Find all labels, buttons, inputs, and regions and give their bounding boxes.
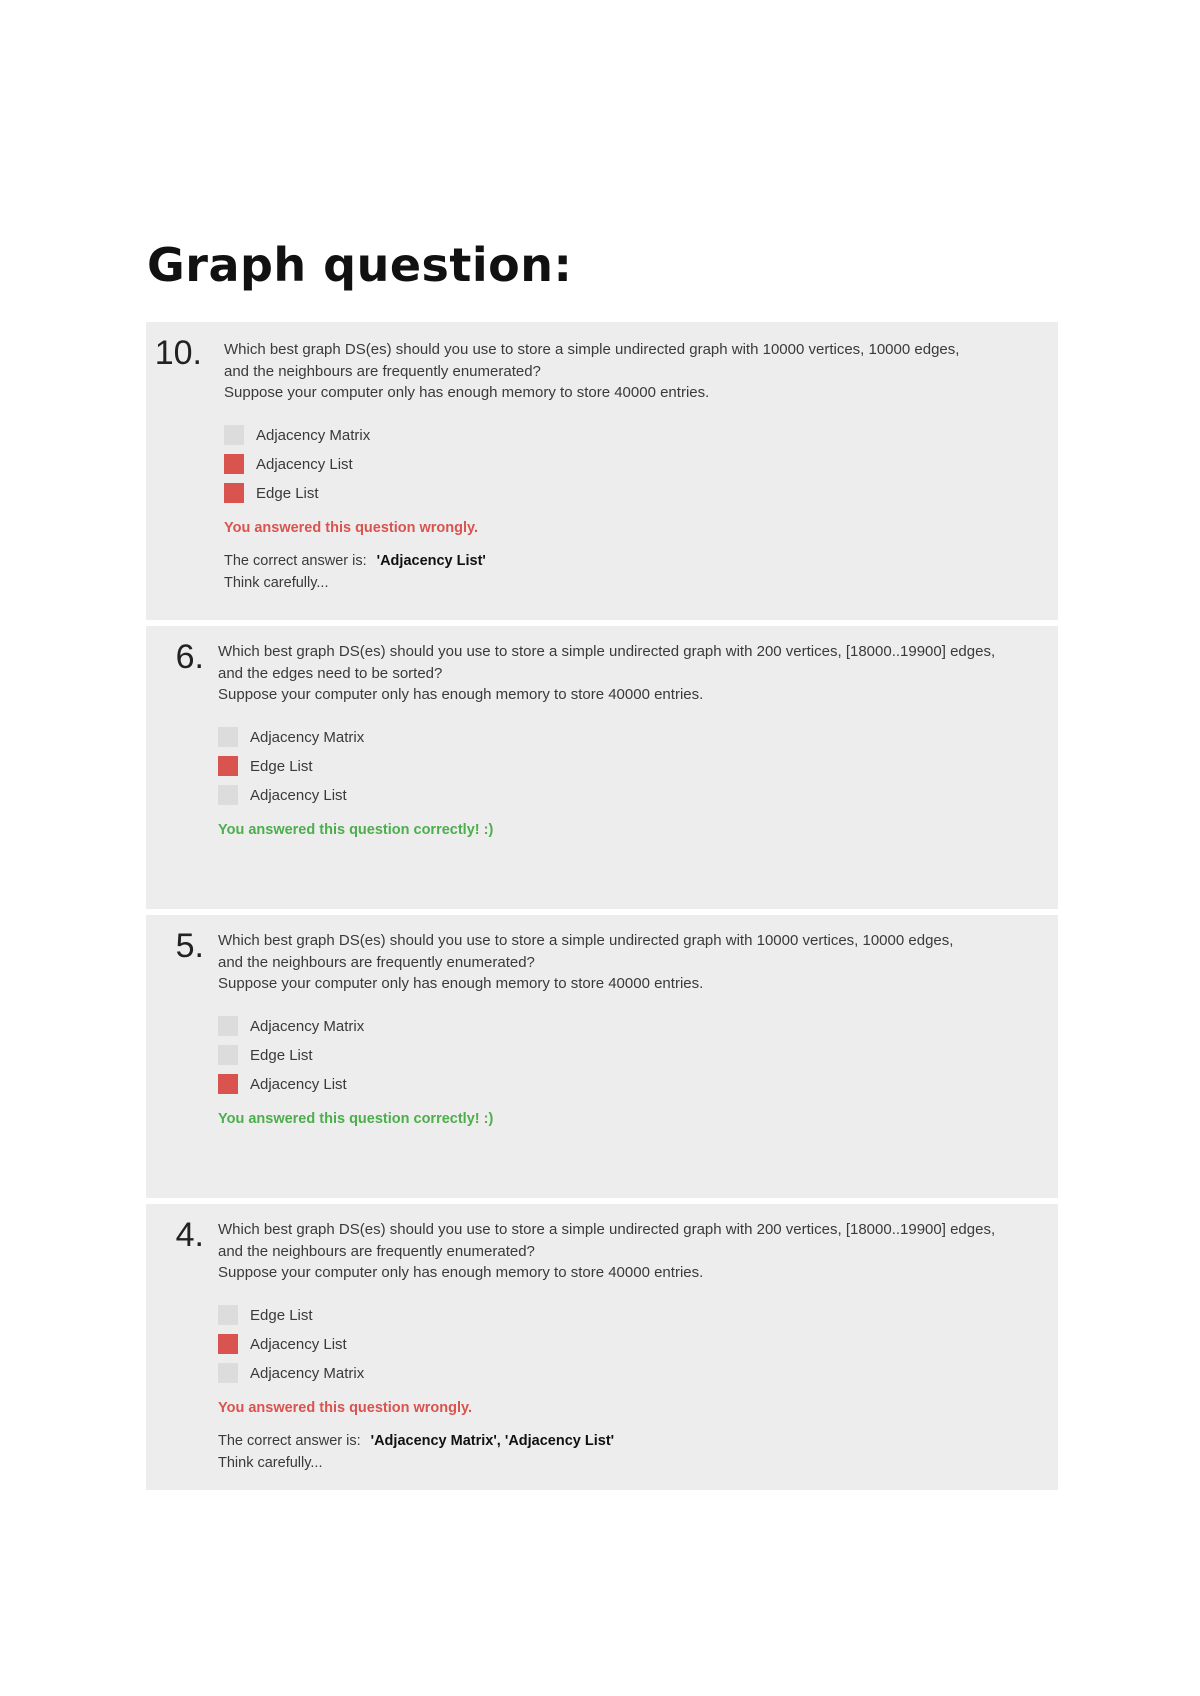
question-line: and the neighbours are frequently enumerated? [218,1242,535,1260]
question-text [218,1219,1028,1284]
option-label: Adjacency List [250,1075,347,1093]
question-list [146,322,1058,1496]
question-line: Which best graph DS(es) should you use to store a simple undirected graph with 10000 vertices, 10000 edges, [218,932,954,949]
checkbox[interactable] [224,483,244,503]
answer-option[interactable] [224,479,1028,508]
hint-text: Think carefully... [218,1454,323,1471]
correct-answer-value: 'Adjacency Matrix', 'Adjacency List' [370,1432,615,1449]
correct-answer-label: The correct answer is: [218,1432,361,1449]
answer-options [218,1012,1028,1099]
correct-answer [218,1430,1028,1452]
result-message: You answered this question wrongly. [218,1399,473,1416]
page-title: Graph question: [147,238,573,292]
question-number: 10. [154,334,202,372]
answer-options [224,421,1028,508]
answer-option[interactable] [224,450,1028,479]
question-number: 4. [175,1216,204,1254]
question-text [218,641,1028,706]
checkbox[interactable] [218,1074,238,1094]
option-label: Adjacency Matrix [250,1364,365,1382]
checkbox[interactable] [224,425,244,445]
answer-option[interactable] [218,1330,1028,1359]
checkbox[interactable] [224,454,244,474]
checkbox[interactable] [218,1045,238,1065]
checkbox[interactable] [218,727,238,747]
question-card [146,1204,1058,1490]
question-line: Suppose your computer only has enough memory to store 40000 entries. [218,1264,704,1281]
answer-option[interactable] [218,781,1028,810]
question-text [224,339,1028,404]
answer-options [218,723,1028,810]
checkbox[interactable] [218,1016,238,1036]
question-line: and the neighbours are frequently enumerated? [218,953,535,971]
question-line: Which best graph DS(es) should you use to store a simple undirected graph with 200 vertices, [18000..19900] edges, [218,1221,996,1238]
question-text [218,930,1028,995]
question-card [146,322,1058,620]
question-number: 6. [175,638,204,676]
correct-answer-value: 'Adjacency List' [376,552,486,569]
option-label: Edge List [250,1306,313,1324]
option-label: Adjacency Matrix [250,728,365,746]
option-label: Adjacency Matrix [256,426,371,444]
checkbox[interactable] [218,1305,238,1325]
answer-options [218,1301,1028,1388]
hint-text: Think carefully... [224,574,329,591]
question-line: Suppose your computer only has enough memory to store 40000 entries. [224,384,710,401]
answer-option[interactable] [218,723,1028,752]
result-message: You answered this question wrongly. [224,519,479,536]
checkbox[interactable] [218,785,238,805]
correct-answer-label: The correct answer is: [224,552,367,569]
question-line: Which best graph DS(es) should you use to store a simple undirected graph with 200 vertices, [18000..19900] edges, [218,643,996,660]
question-line: and the neighbours are frequently enumerated? [224,362,541,380]
question-card [146,915,1058,1198]
question-card [146,626,1058,909]
checkbox[interactable] [218,1334,238,1354]
correct-answer [224,550,1028,572]
answer-option[interactable] [218,752,1028,781]
question-line: Suppose your computer only has enough memory to store 40000 entries. [218,975,704,992]
answer-option[interactable] [218,1012,1028,1041]
option-label: Edge List [256,484,319,502]
answer-option[interactable] [224,421,1028,450]
question-line: Suppose your computer only has enough memory to store 40000 entries. [218,686,704,703]
answer-option[interactable] [218,1041,1028,1070]
question-line: and the edges need to be sorted? [218,664,443,682]
option-label: Adjacency List [250,786,347,804]
option-label: Edge List [250,1046,313,1064]
question-number: 5. [175,927,204,965]
result-message: You answered this question correctly! :) [218,1110,494,1127]
answer-option[interactable] [218,1359,1028,1388]
answer-option[interactable] [218,1301,1028,1330]
question-line: Which best graph DS(es) should you use to store a simple undirected graph with 10000 vertices, 10000 edges, [224,341,960,358]
option-label: Edge List [250,757,313,775]
option-label: Adjacency Matrix [250,1017,365,1035]
option-label: Adjacency List [256,455,353,473]
checkbox[interactable] [218,756,238,776]
checkbox[interactable] [218,1363,238,1383]
answer-option[interactable] [218,1070,1028,1099]
option-label: Adjacency List [250,1335,347,1353]
result-message: You answered this question correctly! :) [218,821,494,838]
